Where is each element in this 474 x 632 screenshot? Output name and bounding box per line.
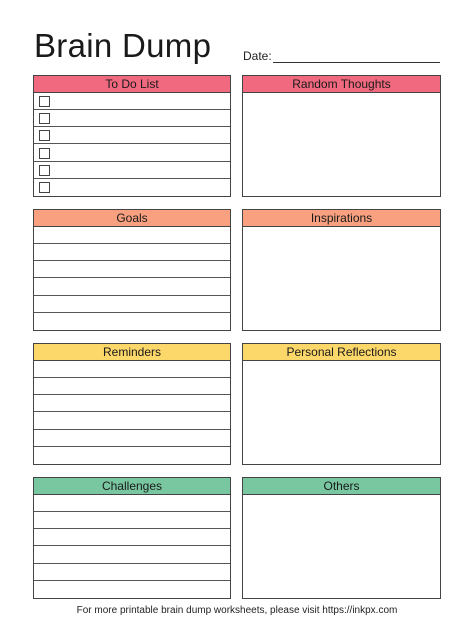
writing-line[interactable] xyxy=(34,313,230,330)
personal-reflections-area[interactable] xyxy=(243,361,440,464)
todo-checkbox[interactable] xyxy=(39,148,50,159)
reminders-rows xyxy=(34,361,230,464)
footer-note: For more printable brain dump worksheets, please visit https://inkpx.com xyxy=(76,605,398,616)
todo-item-row[interactable] xyxy=(34,179,230,196)
personal-reflections-section xyxy=(242,343,441,465)
page-title: Brain Dump xyxy=(34,27,212,64)
writing-line[interactable] xyxy=(34,378,230,395)
reminders-section xyxy=(33,343,231,465)
todo-item-row[interactable] xyxy=(34,127,230,144)
challenges-rows xyxy=(34,495,230,598)
date-field-line[interactable] xyxy=(273,62,440,63)
others-area[interactable] xyxy=(243,495,440,598)
todo-item-row[interactable] xyxy=(34,144,230,161)
challenges-section xyxy=(33,477,231,599)
todo-item-row[interactable] xyxy=(34,162,230,179)
others-section xyxy=(242,477,441,599)
writing-line[interactable] xyxy=(34,529,230,546)
writing-line[interactable] xyxy=(34,244,230,261)
writing-line[interactable] xyxy=(34,430,230,447)
todo-checkbox[interactable] xyxy=(39,165,50,176)
challenges-header: Challenges xyxy=(34,478,230,495)
todo-checkbox[interactable] xyxy=(39,182,50,193)
writing-line[interactable] xyxy=(34,546,230,563)
writing-line[interactable] xyxy=(34,361,230,378)
random-thoughts-section xyxy=(242,75,441,197)
todo-checkbox[interactable] xyxy=(39,113,50,124)
inspirations-section xyxy=(242,209,441,331)
inspirations-area[interactable] xyxy=(243,227,440,330)
reminders-header: Reminders xyxy=(34,344,230,361)
todo-item-row[interactable] xyxy=(34,93,230,110)
todo-item-row[interactable] xyxy=(34,110,230,127)
inspirations-header: Inspirations xyxy=(243,210,440,227)
todo-list-section xyxy=(33,75,231,197)
writing-line[interactable] xyxy=(34,278,230,295)
goals-section xyxy=(33,209,231,331)
writing-line[interactable] xyxy=(34,395,230,412)
writing-line[interactable] xyxy=(34,512,230,529)
goals-header: Goals xyxy=(34,210,230,227)
others-header: Others xyxy=(243,478,440,495)
todo-list-rows xyxy=(34,93,230,196)
goals-rows xyxy=(34,227,230,330)
writing-line[interactable] xyxy=(34,296,230,313)
todo-list-header: To Do List xyxy=(34,76,230,93)
personal-reflections-header: Personal Reflections xyxy=(243,344,440,361)
writing-line[interactable] xyxy=(34,581,230,598)
todo-checkbox[interactable] xyxy=(39,96,50,107)
random-thoughts-area[interactable] xyxy=(243,93,440,196)
writing-line[interactable] xyxy=(34,261,230,278)
writing-line[interactable] xyxy=(34,495,230,512)
writing-line[interactable] xyxy=(34,227,230,244)
random-thoughts-header: Random Thoughts xyxy=(243,76,440,93)
todo-checkbox[interactable] xyxy=(39,130,50,141)
writing-line[interactable] xyxy=(34,564,230,581)
date-label: Date: xyxy=(243,49,272,63)
writing-line[interactable] xyxy=(34,447,230,464)
writing-line[interactable] xyxy=(34,412,230,429)
